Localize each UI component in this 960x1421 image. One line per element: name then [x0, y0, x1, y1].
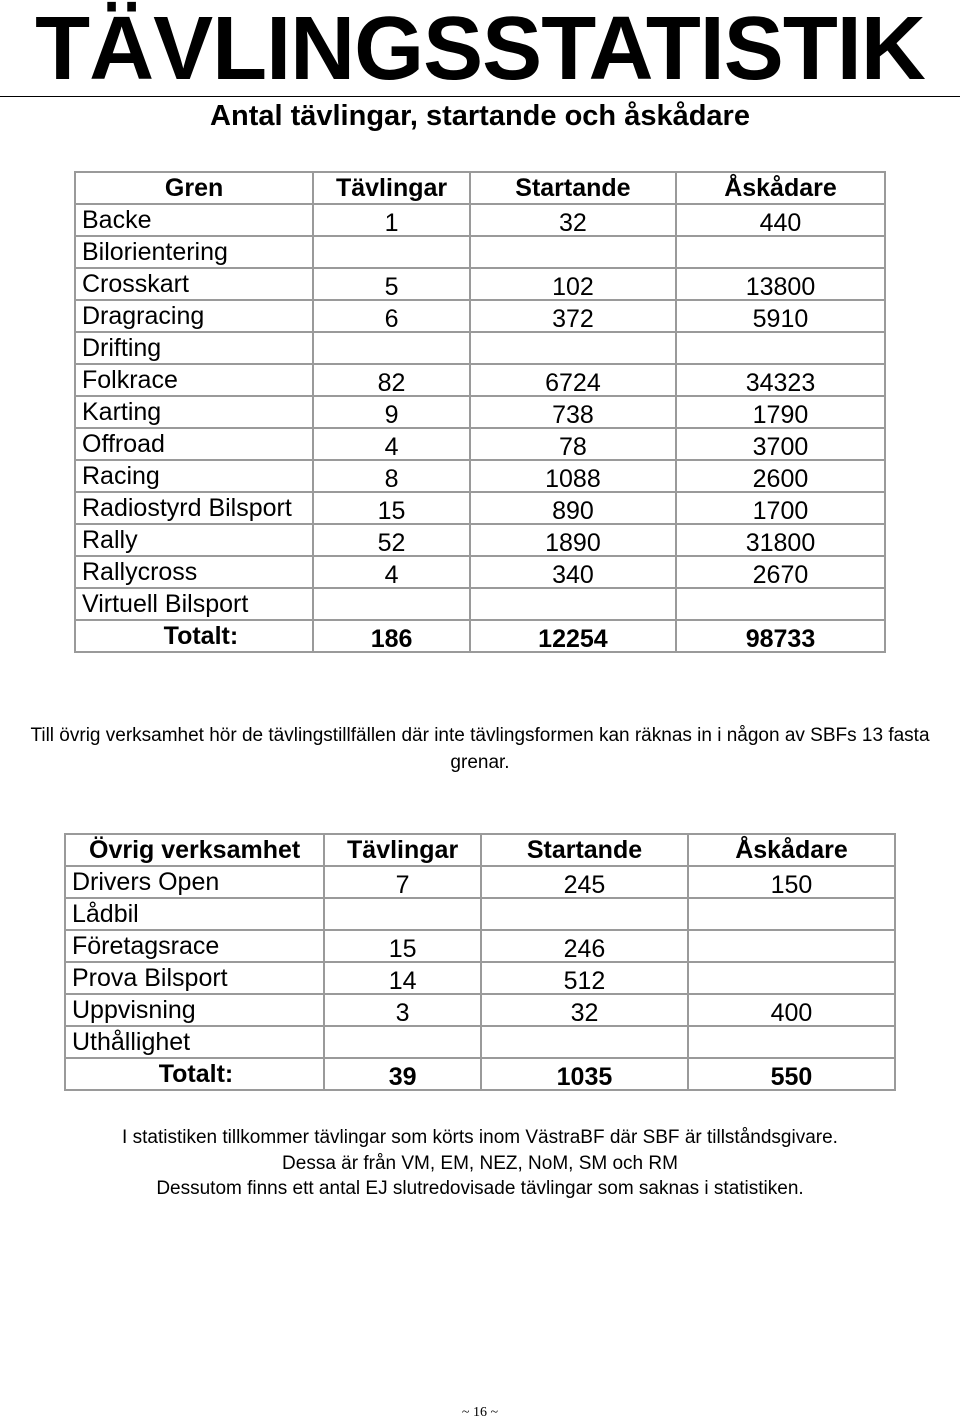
cell-askadare: 5910 [676, 300, 885, 332]
column-header-tavlingar: Tävlingar [324, 834, 481, 866]
cell-tavlingar: 3 [324, 994, 481, 1026]
cell-tavlingar: 4 [313, 428, 470, 460]
cell-tavlingar [324, 898, 481, 930]
cell-tavlingar [313, 588, 470, 620]
cell-askadare [688, 962, 895, 994]
total-tavlingar: 39 [324, 1058, 481, 1090]
cell-tavlingar: 52 [313, 524, 470, 556]
row-label: Crosskart [75, 268, 313, 300]
cell-askadare: 34323 [676, 364, 885, 396]
cell-askadare [676, 332, 885, 364]
cell-startande: 890 [470, 492, 676, 524]
cell-startande: 78 [470, 428, 676, 460]
cell-startande: 512 [481, 962, 688, 994]
cell-askadare [688, 1026, 895, 1058]
row-label: Virtuell Bilsport [75, 588, 313, 620]
table-row [75, 556, 885, 588]
row-label: Rallycross [75, 556, 313, 588]
cell-startande [470, 236, 676, 268]
page-subtitle: Antal tävlingar, startande och åskådare [210, 100, 750, 132]
table-row [65, 994, 895, 1026]
table-row [75, 492, 885, 524]
cell-askadare: 2670 [676, 556, 885, 588]
total-askadare: 550 [688, 1058, 895, 1090]
cell-startande [481, 898, 688, 930]
row-label: Lådbil [65, 898, 324, 930]
cell-tavlingar: 15 [313, 492, 470, 524]
cell-tavlingar: 9 [313, 396, 470, 428]
table-row [75, 524, 885, 556]
cell-startande: 1890 [470, 524, 676, 556]
total-label: Totalt: [65, 1058, 324, 1090]
table-row [75, 588, 885, 620]
table-row [65, 866, 895, 898]
table-row [65, 962, 895, 994]
table-row [75, 268, 885, 300]
cell-askadare [676, 588, 885, 620]
cell-startande [470, 332, 676, 364]
cell-tavlingar: 4 [313, 556, 470, 588]
table-row [75, 364, 885, 396]
table-row [75, 236, 885, 268]
cell-askadare: 31800 [676, 524, 885, 556]
row-label: Företagsrace [65, 930, 324, 962]
table-header-row [75, 172, 885, 204]
cell-askadare [688, 930, 895, 962]
total-askadare: 98733 [676, 620, 885, 652]
table-row [75, 300, 885, 332]
row-label: Karting [75, 396, 313, 428]
cell-askadare: 440 [676, 204, 885, 236]
column-header-tavlingar: Tävlingar [313, 172, 470, 204]
cell-startande: 738 [470, 396, 676, 428]
cell-startande: 246 [481, 930, 688, 962]
page-title: TÄVLINGSSTATISTIK [35, 0, 925, 99]
row-label: Drivers Open [65, 866, 324, 898]
cell-startande: 102 [470, 268, 676, 300]
cell-askadare: 2600 [676, 460, 885, 492]
row-label: Racing [75, 460, 313, 492]
cell-startande: 1088 [470, 460, 676, 492]
table-row [75, 204, 885, 236]
footer-notes [0, 1125, 960, 1202]
row-label: Bilorientering [75, 236, 313, 268]
footer-line-3: Dessutom finns ett antal EJ slutredovisade tävlingar som saknas i statistiken. [156, 1178, 804, 1199]
main-stats-table [74, 171, 886, 653]
cell-tavlingar: 14 [324, 962, 481, 994]
cell-askadare: 3700 [676, 428, 885, 460]
cell-askadare: 1790 [676, 396, 885, 428]
cell-startande: 372 [470, 300, 676, 332]
cell-tavlingar [313, 332, 470, 364]
column-header-ovrig-verksamhet: Övrig verksamhet [65, 834, 324, 866]
cell-startande: 245 [481, 866, 688, 898]
row-label: Radiostyrd Bilsport [75, 492, 313, 524]
total-label: Totalt: [75, 620, 313, 652]
table-row [75, 332, 885, 364]
column-header-startande: Startande [481, 834, 688, 866]
cell-tavlingar: 8 [313, 460, 470, 492]
row-label: Rally [75, 524, 313, 556]
total-row [75, 620, 885, 652]
page-number: ~ 16 ~ [461, 1405, 499, 1420]
cell-askadare: 400 [688, 994, 895, 1026]
total-row [65, 1058, 895, 1090]
cell-tavlingar: 5 [313, 268, 470, 300]
total-startande: 12254 [470, 620, 676, 652]
cell-askadare [676, 236, 885, 268]
cell-askadare [688, 898, 895, 930]
table-row [75, 460, 885, 492]
cell-startande: 6724 [470, 364, 676, 396]
table-row [65, 930, 895, 962]
other-activities-table [64, 833, 896, 1091]
other-activities-note: Till övrig verksamhet hör de tävlingstillfällen där inte tävlingsformen kan räknas in i någon av SBFs 13 fasta grenar. [30, 725, 930, 773]
cell-tavlingar [324, 1026, 481, 1058]
footer-line-1: I statistiken tillkommer tävlingar som körts inom VästraBF där SBF är tillståndsgivare. [122, 1127, 838, 1148]
table-row [65, 1026, 895, 1058]
cell-askadare: 13800 [676, 268, 885, 300]
cell-startande: 32 [481, 994, 688, 1026]
column-header-askadare: Åskådare [676, 172, 885, 204]
column-header-askadare: Åskådare [688, 834, 895, 866]
row-label: Dragracing [75, 300, 313, 332]
cell-tavlingar: 6 [313, 300, 470, 332]
cell-tavlingar: 7 [324, 866, 481, 898]
cell-askadare: 1700 [676, 492, 885, 524]
table-row [75, 428, 885, 460]
column-header-gren: Gren [75, 172, 313, 204]
cell-askadare: 150 [688, 866, 895, 898]
cell-startande: 32 [470, 204, 676, 236]
row-label: Folkrace [75, 364, 313, 396]
cell-startande: 340 [470, 556, 676, 588]
row-label: Uppvisning [65, 994, 324, 1026]
cell-tavlingar [313, 236, 470, 268]
cell-startande [470, 588, 676, 620]
total-startande: 1035 [481, 1058, 688, 1090]
table-row [75, 396, 885, 428]
row-label: Drifting [75, 332, 313, 364]
row-label: Backe [75, 204, 313, 236]
row-label: Offroad [75, 428, 313, 460]
cell-tavlingar: 1 [313, 204, 470, 236]
cell-startande [481, 1026, 688, 1058]
table-row [65, 898, 895, 930]
footer-line-2: Dessa är från VM, EM, NEZ, NoM, SM och RM [282, 1152, 678, 1174]
total-tavlingar: 186 [313, 620, 470, 652]
title-divider [0, 96, 960, 97]
cell-tavlingar: 82 [313, 364, 470, 396]
row-label: Prova Bilsport [65, 962, 324, 994]
table-header-row [65, 834, 895, 866]
cell-tavlingar: 15 [324, 930, 481, 962]
row-label: Uthållighet [65, 1026, 324, 1058]
column-header-startande: Startande [470, 172, 676, 204]
